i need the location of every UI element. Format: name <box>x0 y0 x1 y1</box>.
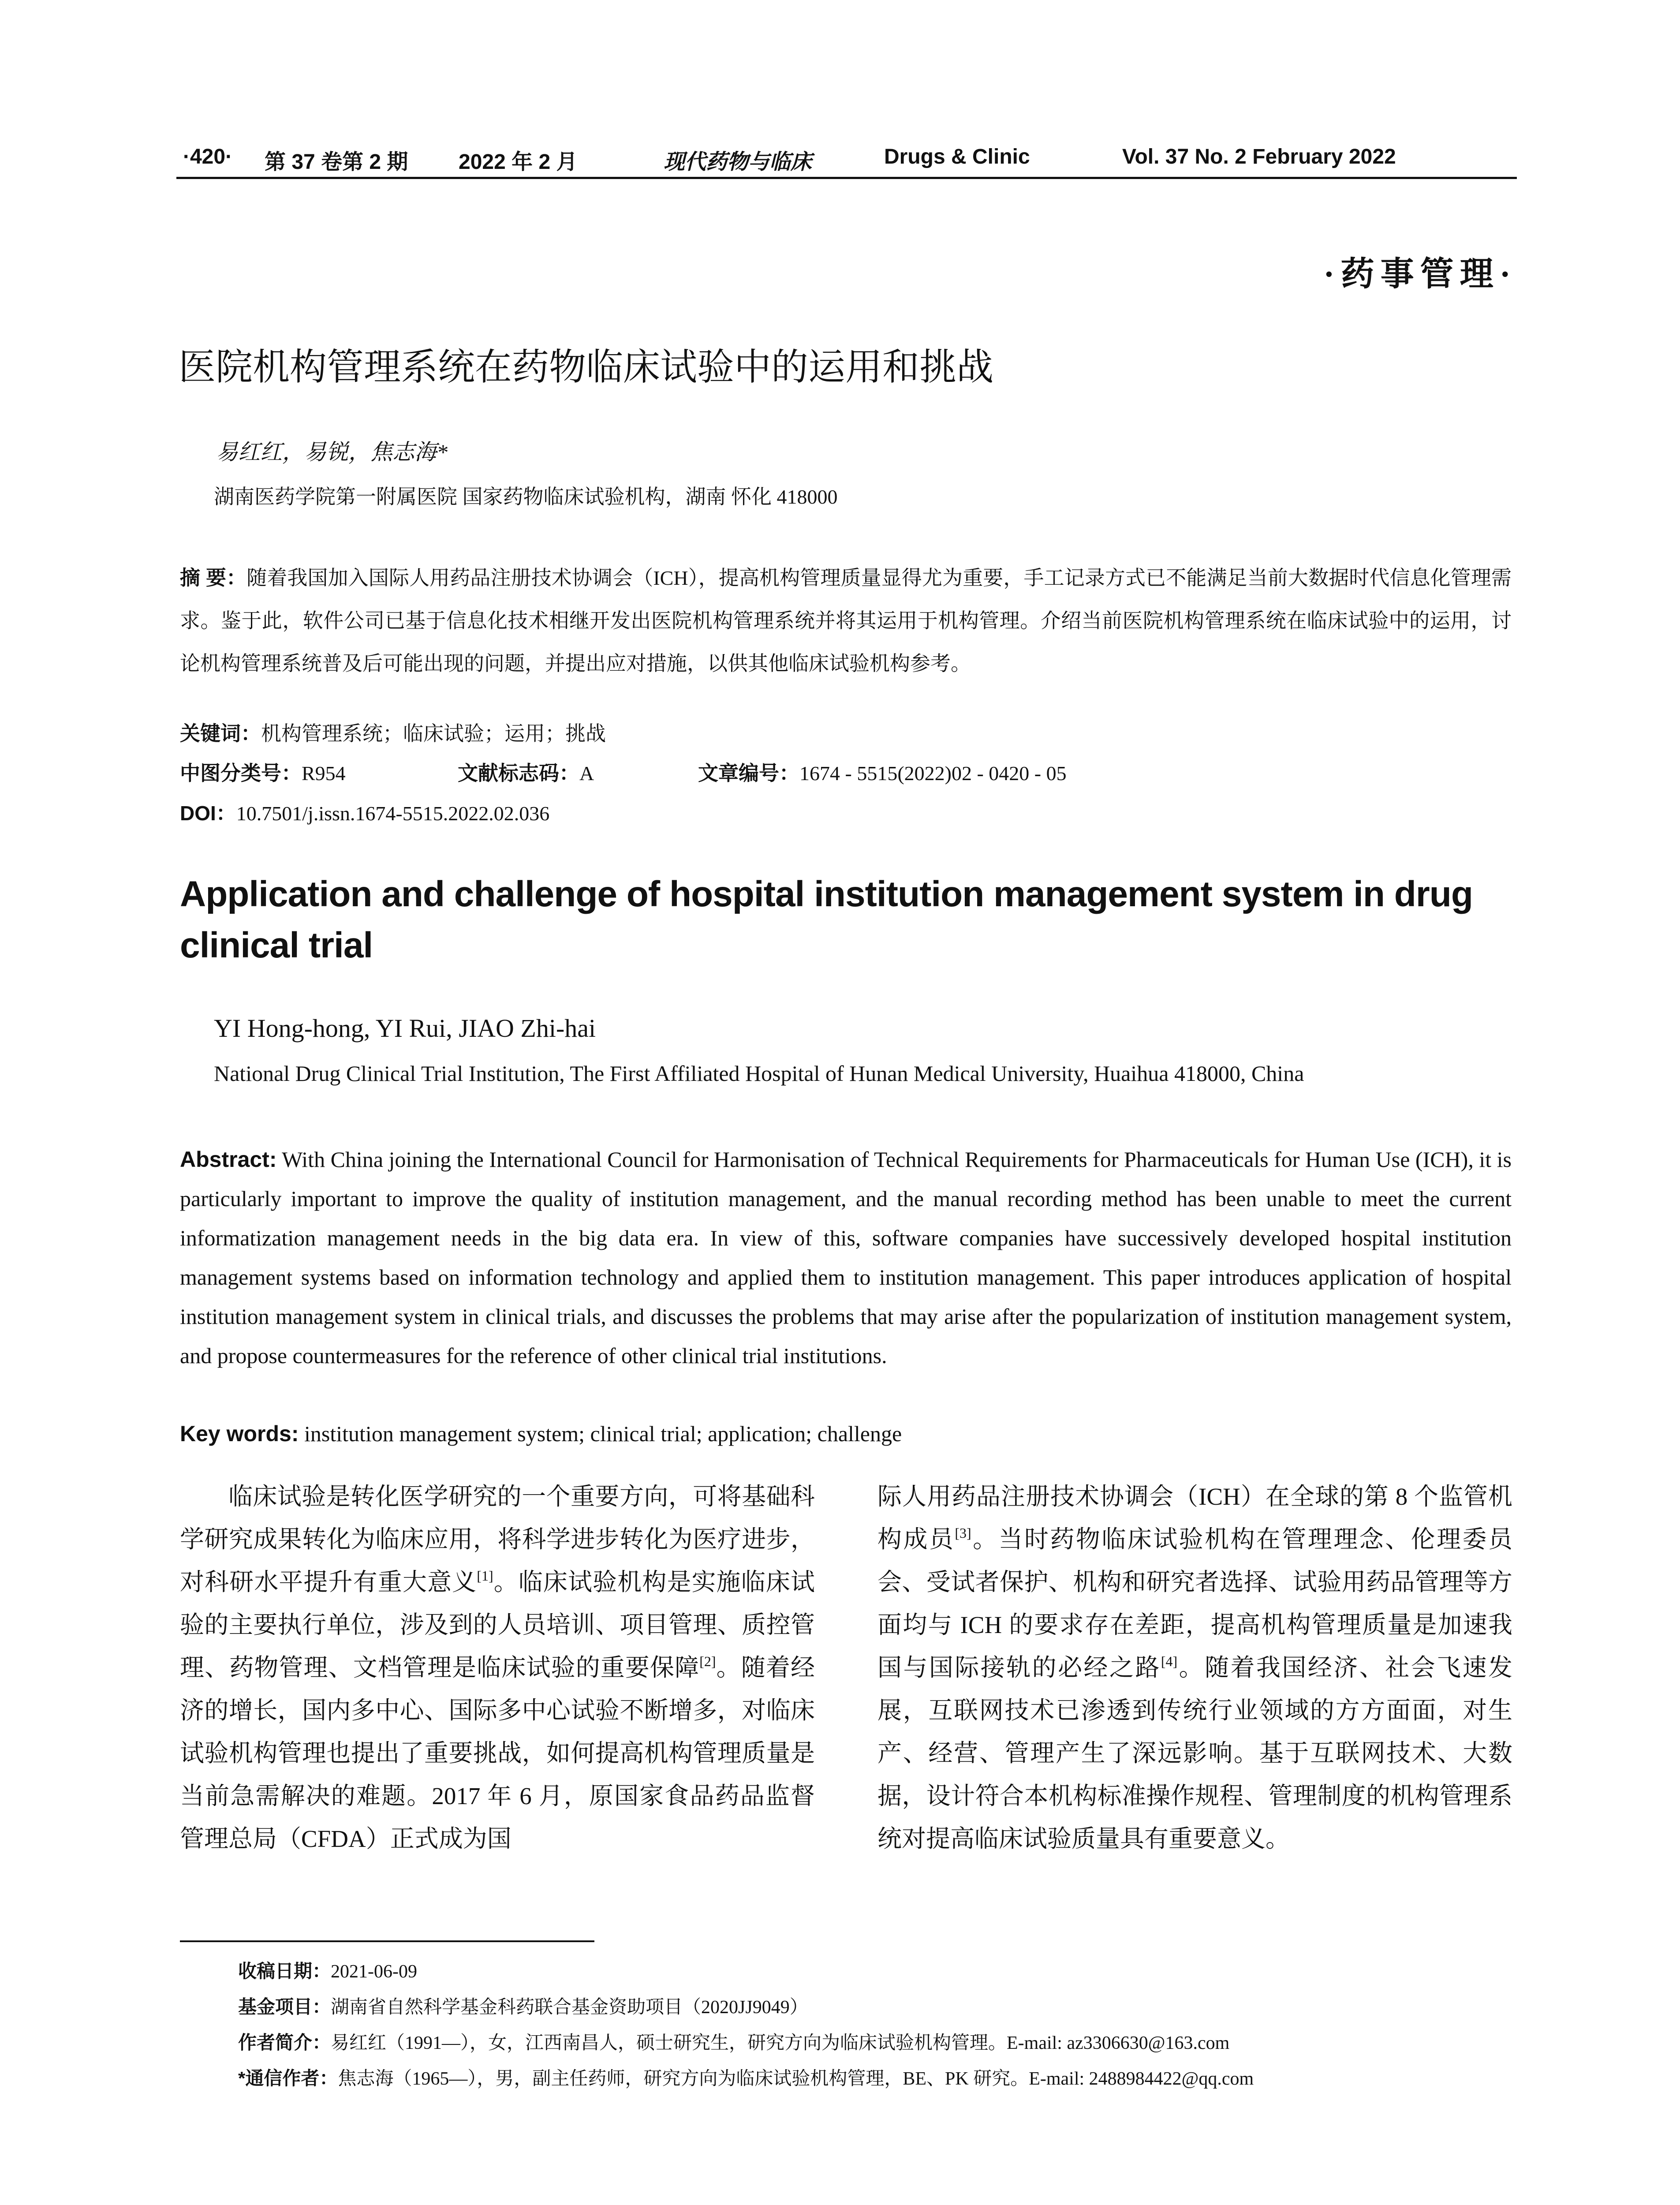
page-number: ·420· <box>183 145 233 168</box>
body-text: 际人用药品注册技术协调会（ICH）在全球的第 8 个监管机构成员 <box>877 1483 1512 1553</box>
footnote-rule <box>180 1940 594 1942</box>
body-text: 。当时药物临床试验机构在管理理念、伦理委员会、受试者保护、机构和研究者选择、试验用药品管理等方面均与 ICH 的要求存在差距，提高机构管理质量是加速我国与国际接轨的必经之路 <box>877 1526 1512 1681</box>
chinese-authors: 易红红，易锐，焦志海* <box>216 440 448 464</box>
doi-value: 10.7501/j.issn.1674-5515.2022.02.036 <box>236 802 550 825</box>
chinese-abstract-label: 摘 要： <box>180 566 247 589</box>
footnote-fund <box>238 1989 1517 2025</box>
footnote-author <box>238 2025 1517 2061</box>
issue-date: 2022 年 2 月 <box>459 150 578 174</box>
document-code-value: A <box>579 762 594 785</box>
chinese-abstract-text: 随着我国加入国际人用药品注册技术协调会（ICH），提高机构管理质量显得尤为重要，手工记录方式已不能满足当前大数据时代信息化管理需求。鉴于此，软件公司已基于信息化技术相继开发出医院机构管理系统并将其运用于机构管理。介绍当前医院机构管理系统在临床试验中的运用，讨论机构管理系统普及后可能出现的问题，并提出应对措施，以供其他临床试验机构参考。 <box>180 567 1512 675</box>
english-keywords-text: institution management system; clinical trial; application; challenge <box>304 1421 902 1446</box>
chinese-affiliation: 湖南医药学院第一附属医院 国家药物临床试验机构，湖南 怀化 418000 <box>214 486 838 508</box>
body-text: 。临床试验机构是实施临床试验的主要执行单位，涉及到的人员培训、项目管理、质控管理、药物管理、文档管理是临床试验的重要保障 <box>180 1569 815 1681</box>
english-abstract <box>180 1140 1512 1375</box>
body-paragraph <box>180 1475 815 1860</box>
doi <box>180 797 549 826</box>
footnote-label: 收稿日期： <box>238 1961 331 1981</box>
citation-ref: [4] <box>1161 1653 1178 1669</box>
chinese-keywords-label: 关键词： <box>180 722 261 745</box>
classification-label: 中图分类号： <box>180 762 302 785</box>
footnote-label: 基金项目： <box>238 1996 331 2017</box>
running-header <box>176 138 1517 177</box>
body-text: 。随着我国经济、社会飞速发展，互联网技术已渗透到传统行业领域的方方面面，对生产、经营、管理产生了深远影响。基于互联网技术、大数据，设计符合本机构标准操作规程、管理制度的机构管理系统对提高临床试验质量具有重要意义。 <box>877 1654 1512 1852</box>
chinese-abstract <box>180 557 1512 685</box>
volume-issue: 第 37 卷第 2 期 <box>265 150 408 174</box>
citation-ref: [3] <box>955 1525 971 1541</box>
body-text: 临床试验是转化医学研究的一个重要方向，可将基础科学研究成果转化为临床应用，将科学进步转化为医疗进步，对科研水平提升有重大意义 <box>180 1483 815 1596</box>
document-code-label: 文献标志码： <box>458 762 579 785</box>
article-number-label: 文章编号： <box>698 762 799 785</box>
english-abstract-text: With China joining the International Council for Harmonisation of Technical Requirements for Pharmaceuticals for Human Use (ICH), it is particularly important to improve the quality of institution management, and the manual recording method has been unable to meet the current informatization management needs in the big data era. In view of this, software companies have successively developed hospital institution management systems based on information technology and applied them to institution management. This paper introduces application of hospital institution management system in clinical trials, and discusses the problems that may arise after the popularization of institution management system, and propose countermeasures for the reference of other clinical trial institutions. <box>180 1147 1512 1368</box>
english-keywords <box>180 1421 902 1446</box>
footnote-text: 湖南省自然科学基金科药联合基金资助项目（2020JJ9049） <box>331 1997 808 2018</box>
classification-row <box>180 757 1503 788</box>
header-rule <box>176 177 1517 179</box>
journal-name-cn: 现代药物与临床 <box>664 150 812 174</box>
english-abstract-label: Abstract: <box>180 1147 277 1172</box>
footnote-text: 易红红（1991—），女，江西南昌人，硕士研究生，研究方向为临床试验机构管理。E-mail: az3306630@163.com <box>331 2033 1230 2053</box>
classification-value: R954 <box>302 762 346 785</box>
english-keywords-label: Key words: <box>180 1421 299 1446</box>
english-affiliation: National Drug Clinical Trial Institution, The First Affiliated Hospital of Hunan Medical University, Huaihua 418000, China <box>214 1061 1304 1086</box>
article-number-value: 1674 - 5515(2022)02 - 0420 - 05 <box>799 762 1067 785</box>
classification-number <box>180 757 346 786</box>
chinese-keywords <box>180 718 606 747</box>
footnote-label: *通信作者： <box>238 2068 338 2089</box>
chinese-keywords-text: 机构管理系统；临床试验；运用；挑战 <box>261 722 606 745</box>
footnote-label: 作者简介： <box>238 2032 331 2053</box>
doi-label: DOI： <box>180 802 236 825</box>
footnotes <box>238 1954 1517 2097</box>
footnote-text: 2021-06-09 <box>331 1962 417 1982</box>
chinese-title: 医院机构管理系统在药物临床试验中的运用和挑战 <box>179 346 994 388</box>
citation-ref: [2] <box>699 1653 716 1669</box>
volume-en: Vol. 37 No. 2 February 2022 <box>1122 145 1396 168</box>
footnote-received <box>238 1954 1517 1989</box>
article-number <box>698 757 1067 786</box>
citation-ref: [1] <box>477 1568 493 1584</box>
column-label: ·药事管理· <box>1323 256 1517 293</box>
english-authors: YI Hong-hong, YI Rui, JIAO Zhi-hai <box>214 1014 596 1043</box>
journal-name-en: Drugs & Clinic <box>884 145 1030 168</box>
body-column-right <box>877 1475 1512 1860</box>
footnote-text: 焦志海（1965—），男，副主任药师，研究方向为临床试验机构管理，BE、PK 研究。E-mail: 2488984422@qq.com <box>338 2069 1254 2089</box>
body-paragraph <box>877 1475 1512 1860</box>
body-text: 。随着经济的增长，国内多中心、国际多中心试验不断增多，对临床试验机构管理也提出了重要挑战，如何提高机构管理质量是当前急需解决的难题。2017 年 6 月，原国家食品药品监督管理总局（CFDA）正式成为国 <box>180 1654 815 1852</box>
footnote-corresponding <box>238 2061 1517 2097</box>
english-title: Application and challenge of hospital institution management system in drug clinical trial <box>180 874 1473 965</box>
document-code <box>458 757 594 786</box>
body-column-left <box>180 1475 815 1860</box>
